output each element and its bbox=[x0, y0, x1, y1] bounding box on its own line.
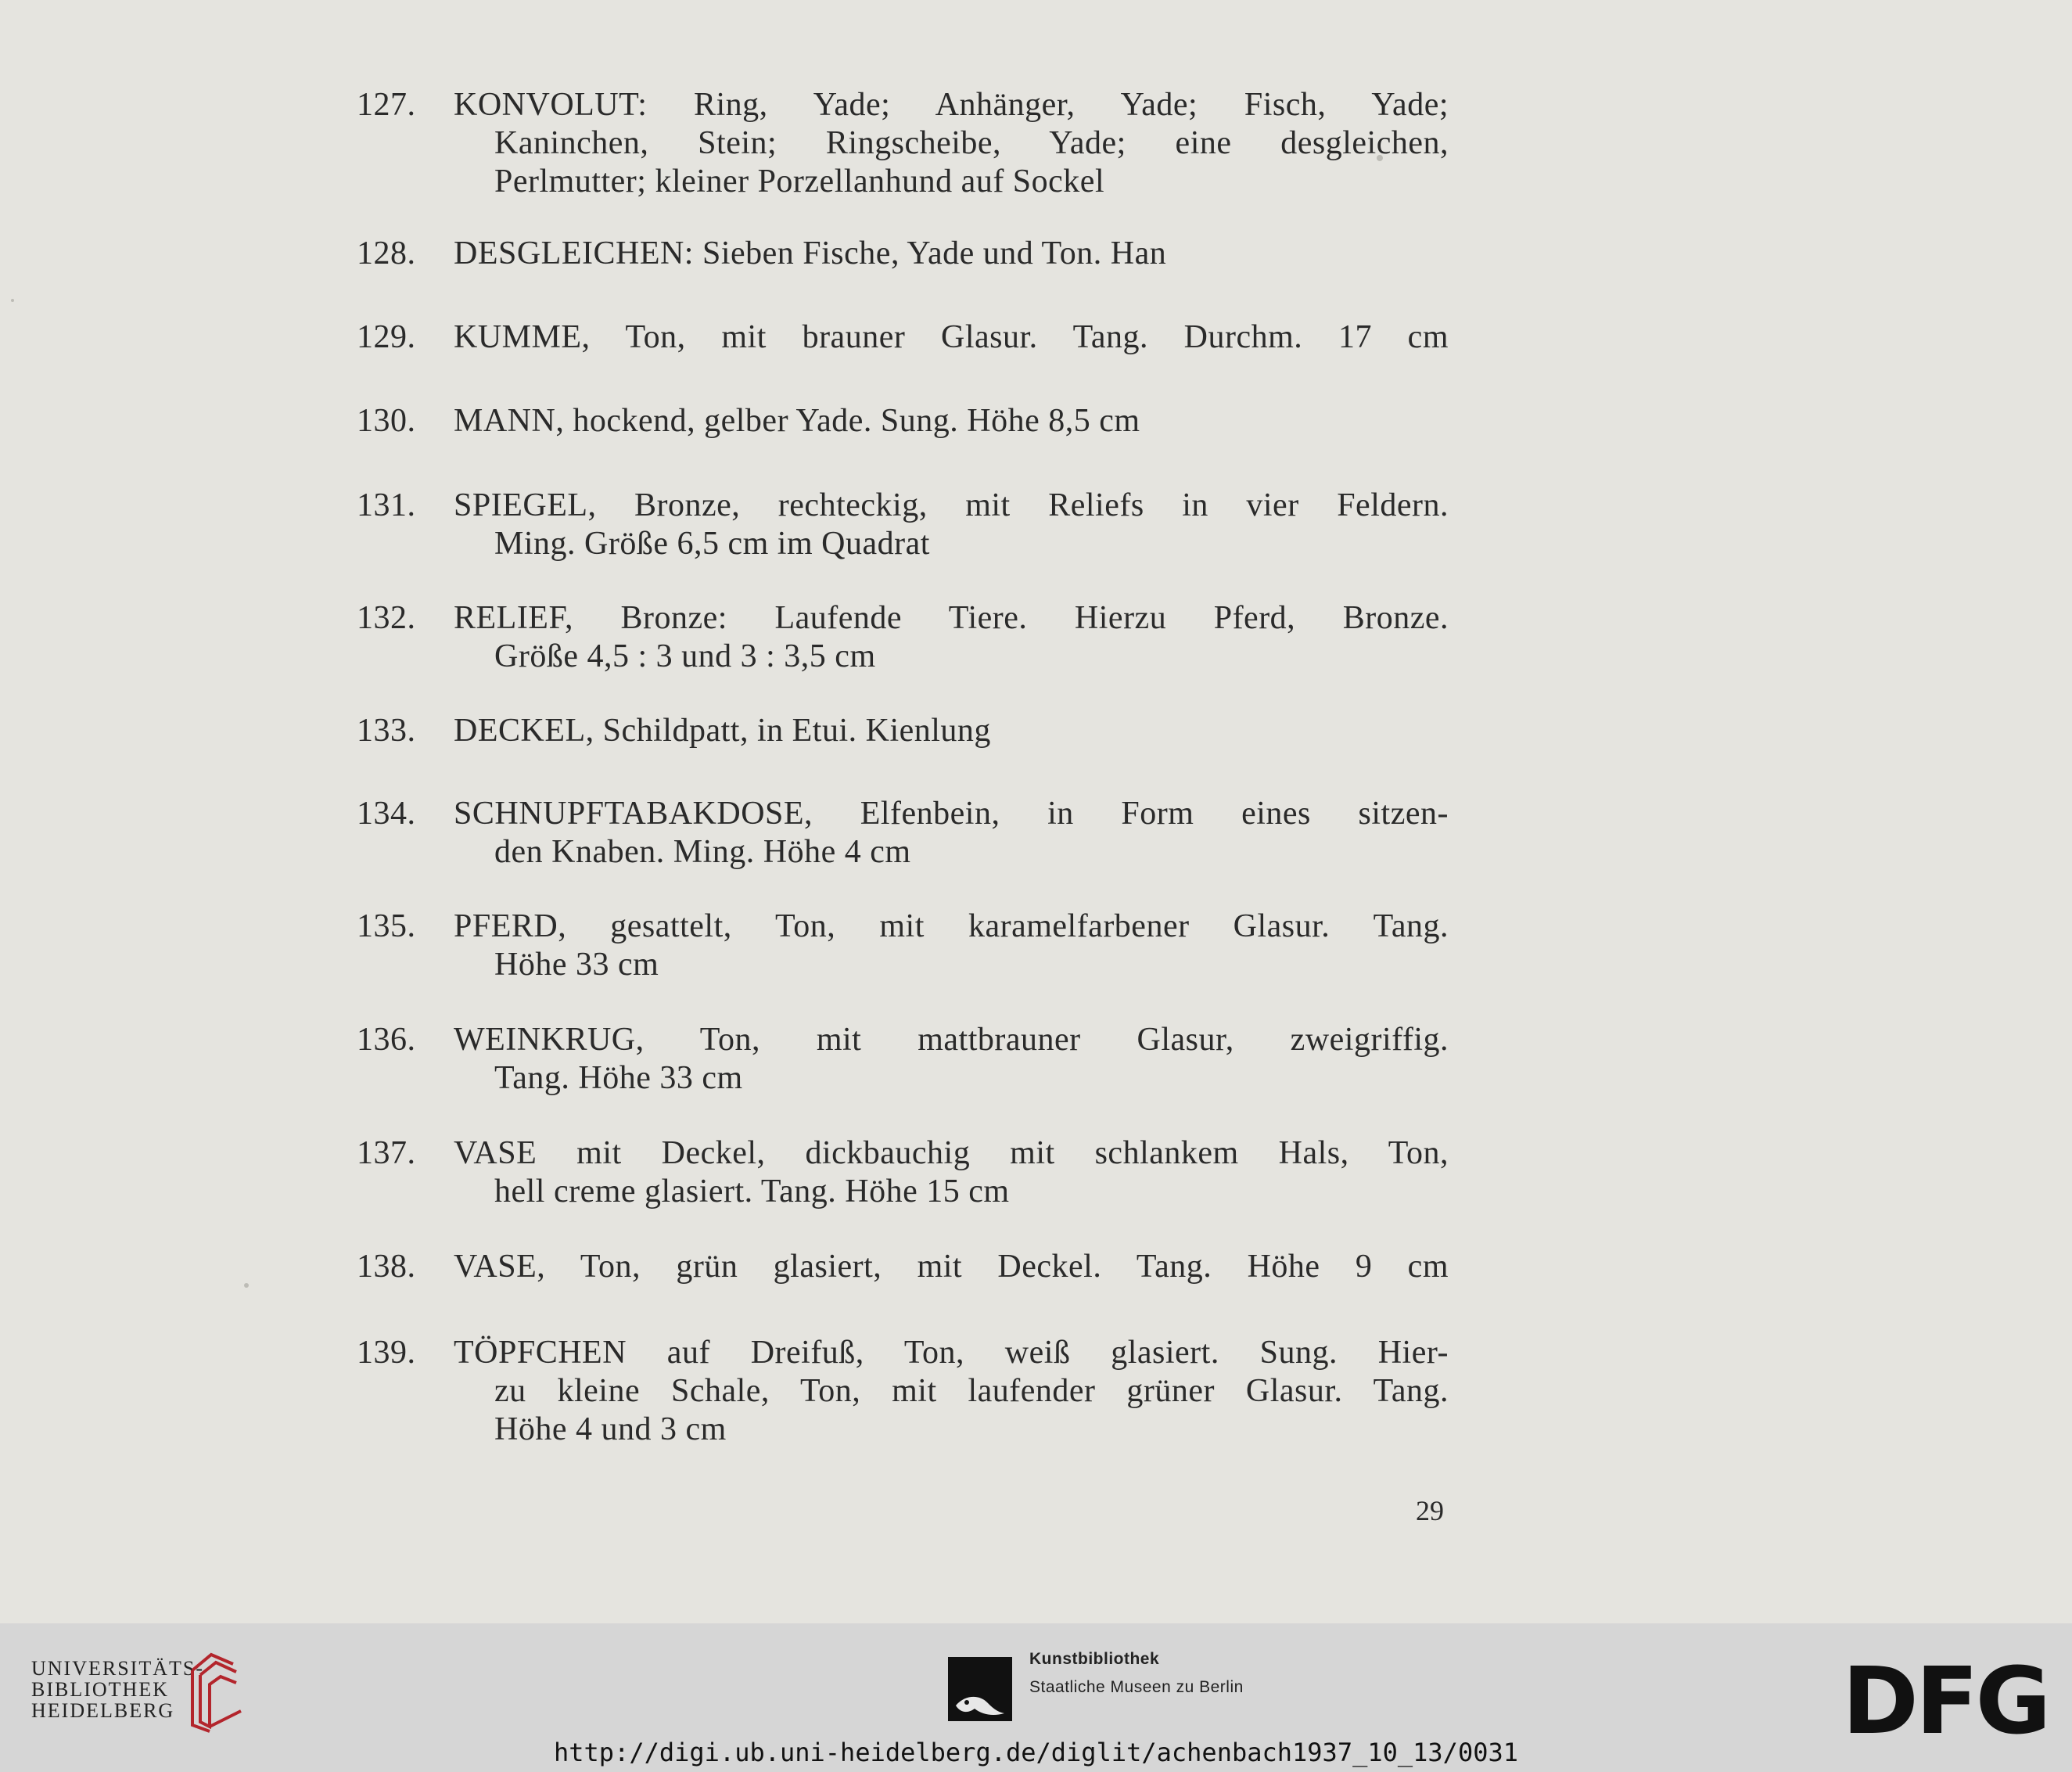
entry-number: 134. bbox=[357, 796, 416, 832]
entry-line: Höhe 4 und 3 cm bbox=[494, 1411, 727, 1447]
entry-line: VASE mit Deckel, dickbauchig mit schlankem Hals, Ton, bbox=[454, 1135, 1449, 1171]
kunstbibliothek-logo-text[interactable] bbox=[1029, 1650, 1244, 1697]
entry-number: 135. bbox=[357, 908, 416, 944]
entry-line: SPIEGEL, Bronze, rechteckig, mit Reliefs in vier Feldern. bbox=[454, 487, 1449, 523]
catalog-entry-138 bbox=[357, 1248, 1449, 1286]
entry-number: 138. bbox=[357, 1249, 416, 1285]
entry-line: RELIEF, Bronze: Laufende Tiere. Hierzu Pferd, Bronze. bbox=[454, 600, 1449, 636]
catalog-entry-137 bbox=[357, 1134, 1449, 1211]
entry-line: DESGLEICHEN: Sieben Fische, Yade und Ton. Han bbox=[454, 235, 1167, 271]
entry-number: 133. bbox=[357, 713, 416, 749]
entry-line: MANN, hockend, gelber Yade. Sung. Höhe 8,5 cm bbox=[454, 403, 1140, 439]
catalog-entry-130 bbox=[357, 402, 1449, 440]
partner-subtitle: Staatliche Museen zu Berlin bbox=[1029, 1678, 1244, 1696]
footer-bar bbox=[0, 1623, 2072, 1772]
catalog-entry-128 bbox=[357, 235, 1449, 273]
dfg-logo[interactable]: DFG bbox=[1842, 1647, 2049, 1755]
entry-line: WEINKRUG, Ton, mit mattbrauner Glasur, zweigriffig. bbox=[454, 1022, 1449, 1058]
catalog-entry-134 bbox=[357, 795, 1449, 872]
entry-number: 137. bbox=[357, 1135, 416, 1171]
entry-number: 130. bbox=[357, 403, 416, 439]
entry-line: VASE, Ton, grün glasiert, mit Deckel. Tang. Höhe 9 cm bbox=[454, 1249, 1449, 1285]
entry-line: SCHNUPFTABAKDOSE, Elfenbein, in Form eines sitzen- bbox=[454, 796, 1449, 832]
entry-line: zu kleine Schale, Ton, mit laufender grüner Glasur. Tang. bbox=[494, 1373, 1449, 1409]
logo-line: HEIDELBERG bbox=[31, 1699, 175, 1722]
entry-number: 129. bbox=[357, 319, 416, 355]
entry-line: PFERD, gesattelt, Ton, mit karamelfarbener Glasur. Tang. bbox=[454, 908, 1449, 944]
entry-number: 139. bbox=[357, 1335, 416, 1371]
permalink-url[interactable]: http://digi.ub.uni-heidelberg.de/diglit/achenbach1937_10_13/0031 bbox=[554, 1738, 1518, 1767]
kunstbibliothek-eagle-icon[interactable] bbox=[948, 1657, 1012, 1721]
catalog-entry-131 bbox=[357, 487, 1449, 563]
entry-line: Größe 4,5 : 3 und 3 : 3,5 cm bbox=[494, 638, 876, 674]
entry-line: DECKEL, Schildpatt, in Etui. Kienlung bbox=[454, 713, 991, 749]
entry-line: Perlmutter; kleiner Porzellanhund auf Sockel bbox=[494, 164, 1105, 199]
entry-number: 132. bbox=[357, 600, 416, 636]
entry-line: Ming. Größe 6,5 cm im Quadrat bbox=[494, 526, 930, 562]
catalog-entry-132 bbox=[357, 599, 1449, 676]
page-number: 29 bbox=[1416, 1495, 1444, 1526]
paper-speck bbox=[244, 1283, 249, 1288]
entry-line: Kaninchen, Stein; Ringscheibe, Yade; eine desgleichen, bbox=[494, 125, 1449, 161]
entry-line: TÖPFCHEN auf Dreifuß, Ton, weiß glasiert. Sung. Hier- bbox=[454, 1335, 1449, 1371]
entry-number: 136. bbox=[357, 1022, 416, 1058]
paper-speck bbox=[11, 299, 14, 302]
catalog-entry-129 bbox=[357, 318, 1449, 357]
partner-name: Kunstbibliothek bbox=[1029, 1650, 1160, 1668]
logo-line: BIBLIOTHEK bbox=[31, 1678, 169, 1701]
ub-heidelberg-logo-icon[interactable] bbox=[186, 1647, 249, 1734]
catalog-entry-136 bbox=[357, 1021, 1449, 1098]
entry-line: KONVOLUT: Ring, Yade; Anhänger, Yade; Fisch, Yade; bbox=[454, 87, 1449, 123]
entry-number: 128. bbox=[357, 235, 416, 271]
catalog-entry-133 bbox=[357, 712, 1449, 750]
entry-line: Höhe 33 cm bbox=[494, 947, 659, 983]
catalog-entry-139 bbox=[357, 1334, 1449, 1449]
ub-heidelberg-logo-text[interactable] bbox=[31, 1658, 204, 1721]
entry-line: Tang. Höhe 33 cm bbox=[494, 1060, 743, 1096]
entry-number: 131. bbox=[357, 487, 416, 523]
catalog-entry-127 bbox=[357, 86, 1449, 201]
entry-number: 127. bbox=[357, 87, 416, 123]
entry-line: hell creme glasiert. Tang. Höhe 15 cm bbox=[494, 1174, 1010, 1209]
entry-line: KUMME, Ton, mit brauner Glasur. Tang. Durchm. 17 cm bbox=[454, 319, 1449, 355]
catalog-entry-135 bbox=[357, 908, 1449, 984]
logo-line: UNIVERSITÄTS- bbox=[31, 1657, 204, 1680]
entry-line: den Knaben. Ming. Höhe 4 cm bbox=[494, 834, 911, 870]
